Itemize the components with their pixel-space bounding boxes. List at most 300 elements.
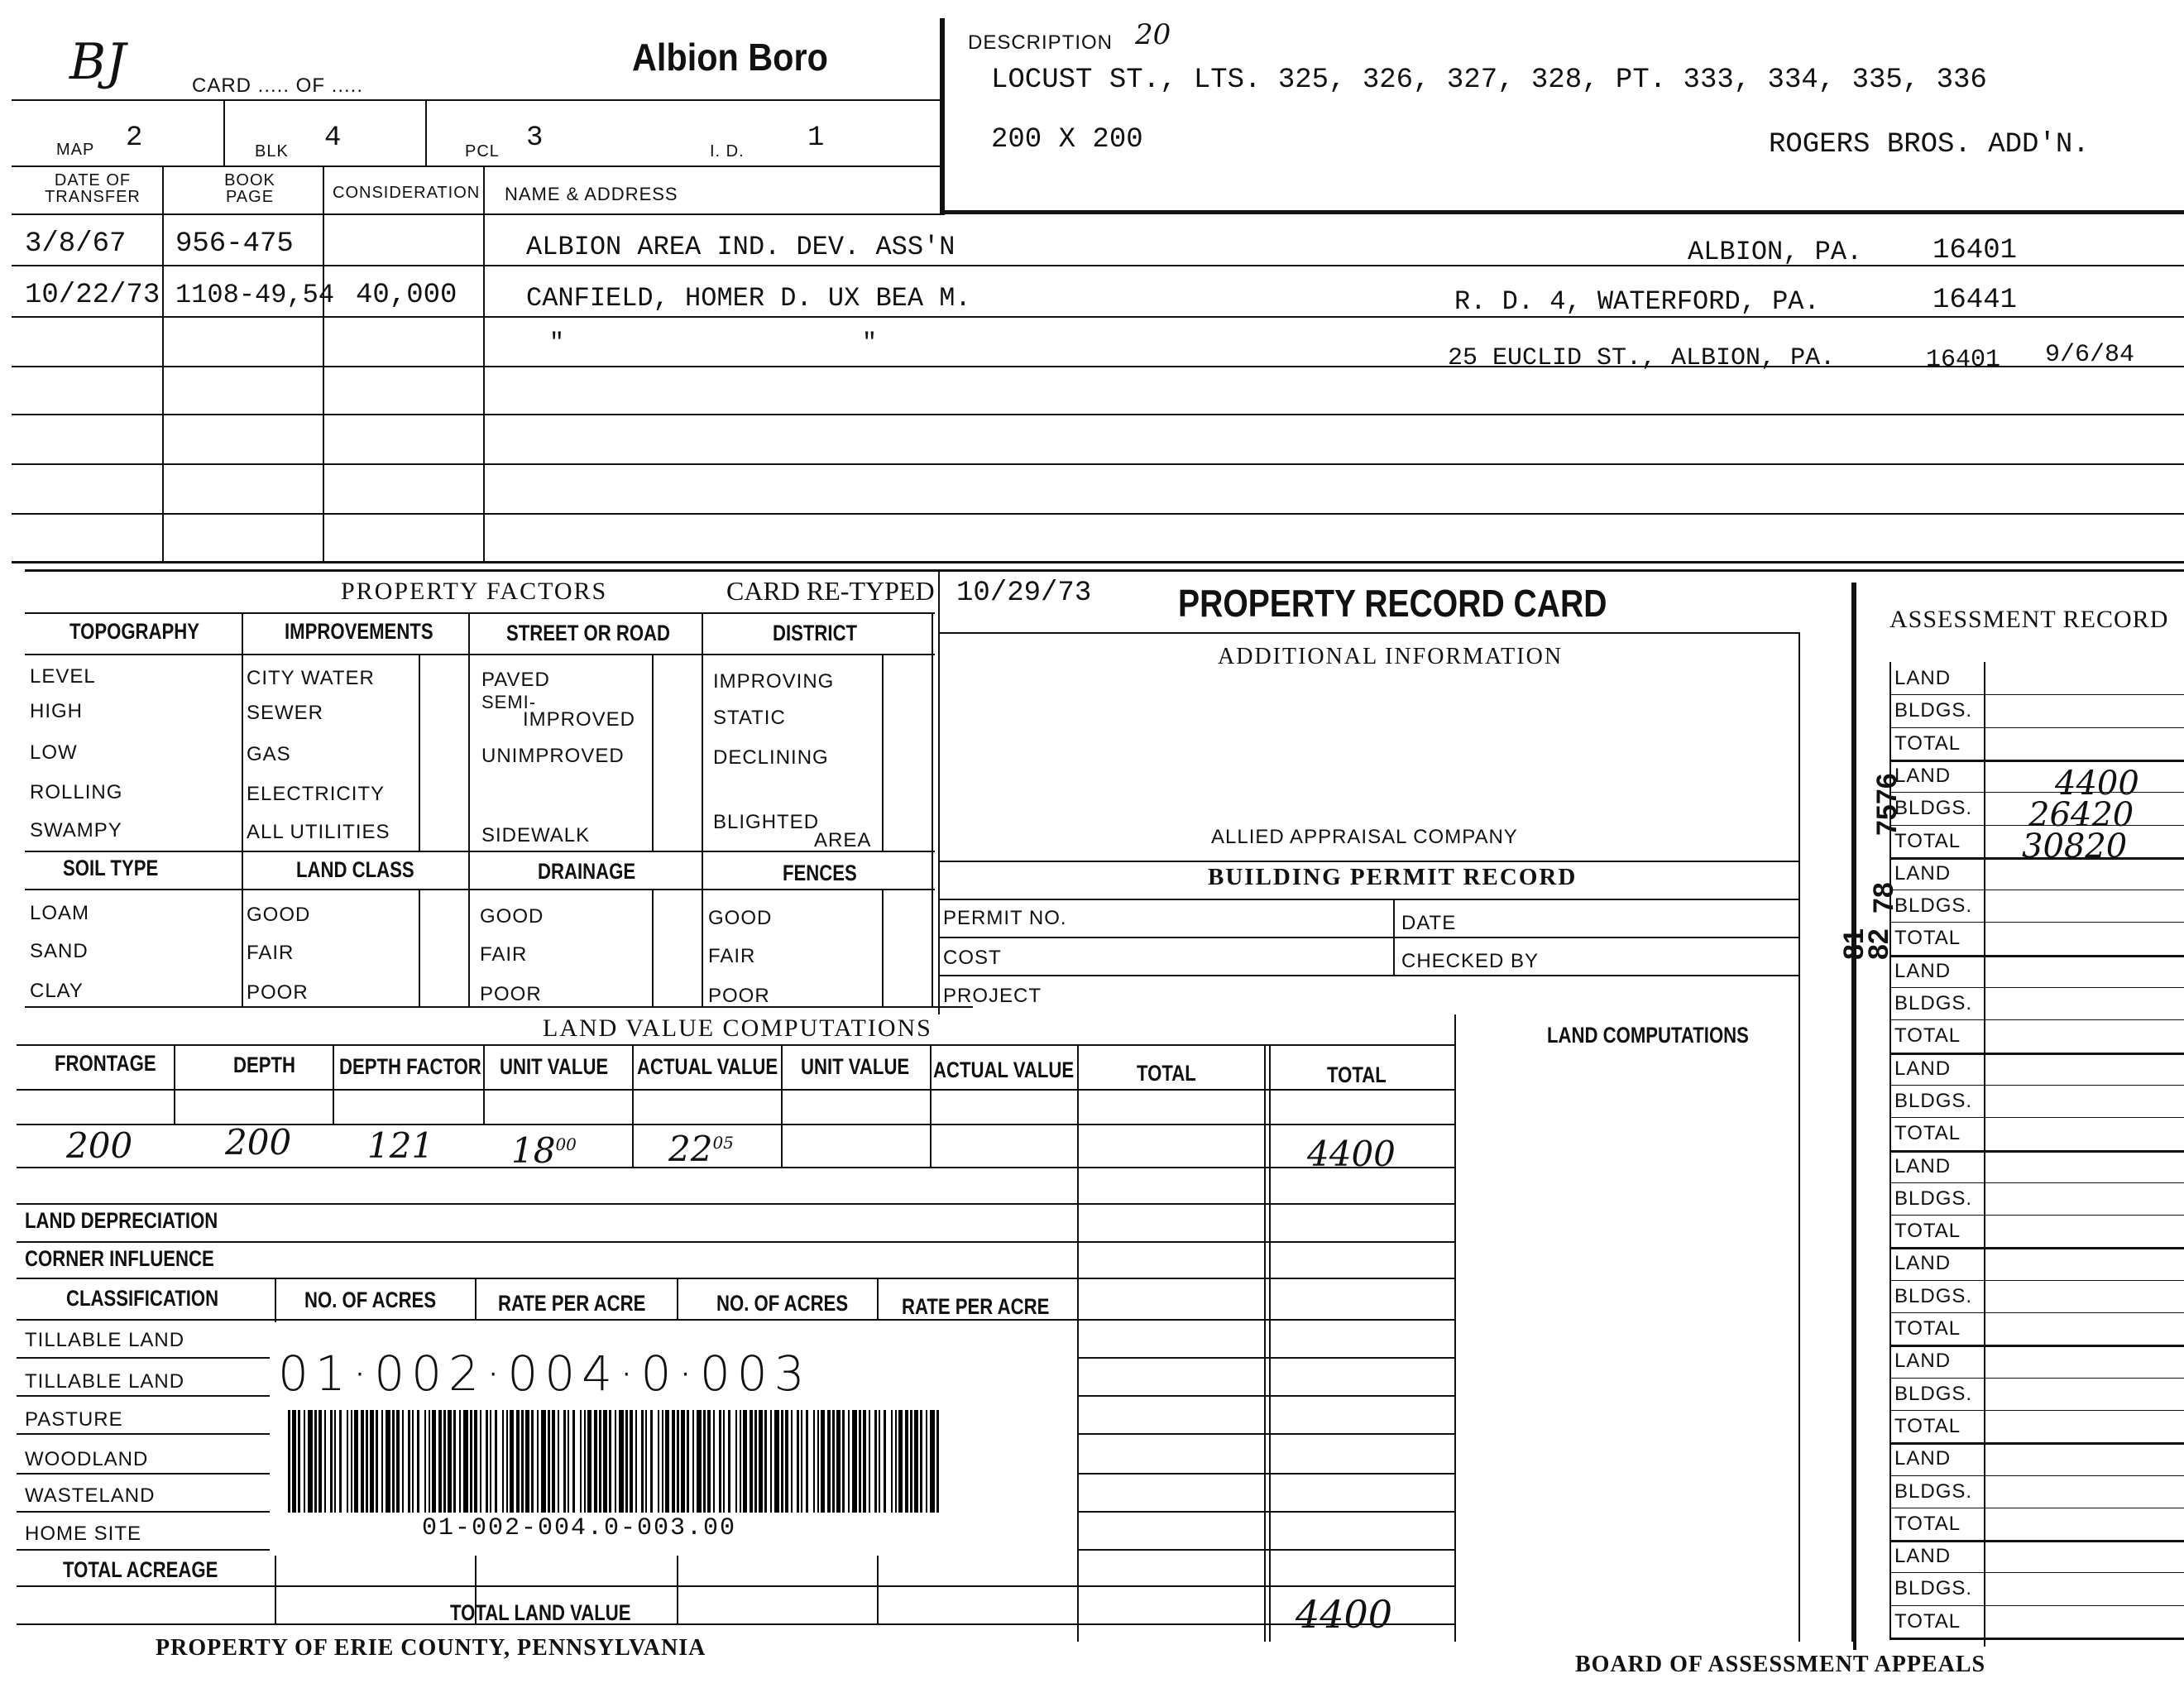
soil-item: CLAY	[30, 980, 84, 1002]
assessment-total-label: TOTAL	[1894, 829, 1961, 852]
assessment-bldgs-label: BLDGS.	[1894, 1089, 1973, 1112]
classification-row: WOODLAND	[25, 1448, 149, 1470]
barcode-bar	[599, 1410, 601, 1513]
col-rate-per-acre: RATE PER ACRE	[902, 1294, 1050, 1319]
land-depreciation-label: LAND DEPRECIATION	[25, 1208, 218, 1233]
barcode-bar	[432, 1410, 436, 1513]
land-class-item: FAIR	[247, 942, 295, 964]
barcode-bar	[863, 1410, 866, 1513]
assessment-bldgs-label: BLDGS.	[1894, 1187, 1973, 1210]
barcode-bar	[662, 1410, 663, 1513]
record-card-title: PROPERTY RECORD CARD	[1178, 582, 1607, 625]
barcode-bar	[347, 1410, 348, 1513]
barcode-bar	[558, 1410, 559, 1513]
assessment-bldgs-label: BLDGS.	[1894, 992, 1973, 1014]
barcode-bar	[412, 1410, 414, 1513]
assessment-land-value: 4400	[2055, 765, 2139, 803]
permit-no-label: PERMIT NO.	[943, 907, 1067, 929]
transfer-consideration: 40,000	[356, 280, 457, 311]
barcode-bar	[836, 1410, 841, 1513]
pcl-label: PCL	[465, 142, 500, 161]
unit-value: $18^{00}$	[511, 1130, 577, 1171]
description-line1: LOCUST ST., LTS. 325, 326, 327, 328, PT. 333, 334, 335, 336	[991, 65, 1987, 96]
vertical-number: 7576	[1871, 773, 1903, 836]
addition-name: ROGERS BROS. ADD'N.	[1769, 129, 2090, 161]
barcode-bar	[641, 1410, 644, 1513]
assessment-rule	[1889, 1605, 2184, 1606]
barcode-bar	[750, 1410, 753, 1513]
assessment-rule	[1889, 1182, 2184, 1183]
barcode-icon	[288, 1410, 941, 1513]
barcode-bar	[314, 1410, 317, 1513]
col-depth: DEPTH	[233, 1053, 296, 1077]
barcode-bar	[832, 1410, 835, 1513]
assessment-rule	[1889, 727, 2184, 728]
col-name-address: NAME & ADDRESS	[505, 184, 678, 204]
corner-influence-label: CORNER INFLUENCE	[25, 1246, 214, 1271]
barcode-bar	[707, 1410, 711, 1513]
additional-info-label: ADDITIONAL INFORMATION	[1218, 644, 1564, 669]
barcode-bar	[898, 1410, 903, 1513]
barcode-bar	[486, 1410, 488, 1513]
assessment-rule	[1889, 955, 2184, 957]
barcode-bar	[677, 1410, 679, 1513]
barcode-bar	[429, 1410, 430, 1513]
checked-by-label: CHECKED BY	[1401, 950, 1540, 972]
assessment-rule	[1889, 694, 2184, 695]
barcode-bar	[402, 1410, 404, 1513]
barcode-bar	[381, 1410, 383, 1513]
district-item: IMPROVING	[713, 670, 835, 693]
id-label: I. D.	[710, 142, 745, 161]
district-item: BLIGHTED	[713, 811, 820, 833]
assessment-land-label: LAND	[1894, 1057, 1952, 1080]
col-actual-value: ACTUAL VALUE	[933, 1057, 1075, 1082]
barcode-bar	[713, 1410, 715, 1513]
barcode-bar	[735, 1410, 737, 1513]
barcode-bar	[665, 1410, 669, 1513]
street-item: UNIMPROVED	[481, 745, 625, 767]
barcode-bar	[308, 1410, 313, 1513]
card-label: CARD ..... OF .....	[192, 74, 364, 97]
barcode-bar	[930, 1410, 935, 1513]
barcode-bar	[351, 1410, 352, 1513]
barcode-bar	[615, 1410, 616, 1513]
assessment-bldgs-label: BLDGS.	[1894, 1284, 1973, 1307]
assessment-bldgs-label: BLDGS.	[1894, 1479, 1973, 1503]
drainage-item: FAIR	[480, 943, 528, 966]
land-class-header: LAND CLASS	[296, 857, 414, 882]
barcode-bar	[697, 1410, 702, 1513]
assessment-total-label: TOTAL	[1894, 1122, 1961, 1145]
barcode-bar	[645, 1410, 647, 1513]
barcode-bar	[531, 1410, 534, 1513]
barcode-bar	[619, 1410, 624, 1513]
barcode-bar	[743, 1410, 747, 1513]
assessment-rule	[1889, 1085, 2184, 1086]
blk-label: BLK	[255, 142, 289, 161]
assessment-total-label: TOTAL	[1894, 1024, 1961, 1048]
barcode-bar	[361, 1410, 364, 1513]
transfer-date: 3/8/67	[25, 228, 127, 260]
barcode-bar	[366, 1410, 368, 1513]
fences-item: GOOD	[708, 907, 773, 929]
classification-row: TILLABLE LAND	[25, 1370, 185, 1393]
fences-header: FENCES	[783, 861, 857, 885]
barcode-bar	[376, 1410, 378, 1513]
footer-property-of: PROPERTY OF ERIE COUNTY, PENNSYLVANIA	[156, 1635, 706, 1661]
transfer-date: 10/22/73	[25, 280, 160, 311]
topography-item: ROLLING	[30, 781, 123, 803]
assessment-total-label: TOTAL	[1894, 1317, 1961, 1340]
col-no-of-acres: NO. OF ACRES	[304, 1288, 437, 1312]
total-land-value-label: TOTAL LAND VALUE	[450, 1600, 631, 1625]
district-header: DISTRICT	[773, 621, 858, 645]
barcode-bar	[827, 1410, 831, 1513]
barcode-bar	[703, 1410, 706, 1513]
barcode-bar	[552, 1410, 555, 1513]
project-label: PROJECT	[943, 985, 1042, 1007]
col-rate-per-acre: RATE PER ACRE	[498, 1291, 646, 1316]
barcode-bar	[658, 1410, 659, 1513]
barcode-bar	[568, 1410, 569, 1513]
assessment-total-value: 30820	[2022, 827, 2128, 866]
barcode-bar	[396, 1410, 400, 1513]
barcode-bar	[304, 1410, 305, 1513]
barcode-bar	[797, 1410, 799, 1513]
barcode-bar	[625, 1410, 628, 1513]
assessment-land-label: LAND	[1894, 861, 1952, 885]
barcode-bar	[459, 1410, 461, 1513]
barcode-bar	[852, 1410, 857, 1513]
assessment-total-label: TOTAL	[1894, 1609, 1961, 1633]
col-actual-value: ACTUAL VALUE	[637, 1054, 778, 1079]
barcode-bar	[905, 1410, 908, 1513]
barcode-bar	[370, 1410, 374, 1513]
barcode-bar	[525, 1410, 529, 1513]
depth-value: 200	[225, 1122, 292, 1163]
col-book-page: BOOK PAGE	[224, 171, 275, 206]
barcode-bar	[874, 1410, 877, 1513]
barcode-bar	[480, 1410, 481, 1513]
topography-item: HIGH	[30, 700, 83, 722]
fences-item: POOR	[708, 985, 770, 1007]
assessment-bldgs-label: BLDGS.	[1894, 797, 1973, 820]
barcode-bar	[386, 1410, 390, 1513]
assessment-rule	[1889, 1150, 2184, 1153]
barcode-bar	[770, 1410, 772, 1513]
assessment-record-title: ASSESSMENT RECORD	[1889, 606, 2169, 633]
barcode-bar	[510, 1410, 514, 1513]
assessment-rule	[1889, 1572, 2184, 1573]
building-permit-title: BUILDING PERMIT RECORD	[1208, 864, 1578, 890]
barcode-bar	[292, 1410, 296, 1513]
depth-factor-value: 121	[367, 1125, 434, 1166]
municipality-stamp: Albion Boro	[632, 36, 828, 79]
assessment-total-label: TOTAL	[1894, 1512, 1961, 1535]
street-item: SEMI-	[481, 692, 537, 712]
col-frontage: FRONTAGE	[55, 1051, 156, 1076]
barcode-bar	[764, 1410, 767, 1513]
transfer-name: ALBION AREA IND. DEV. ASS'N	[526, 232, 956, 262]
land-value-title: LAND VALUE COMPUTATIONS	[543, 1014, 932, 1042]
barcode-bar	[463, 1410, 468, 1513]
topography-item: LEVEL	[30, 665, 96, 688]
land-class-item: POOR	[247, 981, 309, 1004]
barcode-bar	[687, 1410, 689, 1513]
assessment-land-label: LAND	[1894, 1252, 1952, 1275]
barcode-bar	[650, 1410, 653, 1513]
total-acreage-label: TOTAL ACREAGE	[63, 1557, 218, 1582]
barcode-bar	[884, 1410, 886, 1513]
assessment-rule	[1889, 1410, 2184, 1411]
improvements-item: ELECTRICITY	[247, 783, 386, 805]
actual-value-cents: 05	[712, 1133, 734, 1153]
topography-item: LOW	[30, 741, 78, 764]
frontage-value: 200	[66, 1125, 133, 1166]
district-item: AREA	[814, 829, 872, 851]
barcode-bar	[453, 1410, 456, 1513]
assessment-rule	[1889, 1280, 2184, 1281]
street-item: PAVED	[481, 669, 550, 691]
property-factors-title: PROPERTY FACTORS	[341, 578, 608, 605]
barcode-bar	[920, 1410, 922, 1513]
card-retyped-date: 10/29/73	[956, 578, 1092, 609]
barcode-bar	[330, 1410, 333, 1513]
transfer-zip: 16401	[1926, 346, 2001, 374]
barcode-bar	[443, 1410, 446, 1513]
improvements-item: CITY WATER	[247, 667, 375, 689]
barcode-bar	[879, 1410, 880, 1513]
district-item: STATIC	[713, 707, 786, 729]
classification-row: HOME SITE	[25, 1523, 142, 1545]
barcode-bar	[914, 1410, 918, 1513]
transfer-book: 1108-49,54	[175, 280, 335, 310]
assessment-rule	[1889, 1053, 2184, 1055]
land-class-item: GOOD	[247, 904, 311, 926]
classification-row: WASTELAND	[25, 1484, 156, 1507]
barcode-bar	[339, 1410, 342, 1513]
description-mark: 20	[1135, 18, 1171, 51]
barcode-bar	[785, 1410, 788, 1513]
actual-value: $22^{05}$	[668, 1129, 734, 1169]
barcode-bar	[537, 1410, 539, 1513]
barcode-bar	[587, 1410, 592, 1513]
transfer-extra-date: 9/6/84	[2045, 341, 2135, 369]
barcode-bar	[723, 1410, 725, 1513]
barcode-bar	[848, 1410, 850, 1513]
district-item: DECLINING	[713, 746, 829, 769]
drainage-item: POOR	[480, 983, 542, 1005]
barcode-bar	[580, 1410, 582, 1513]
barcode-bar	[895, 1410, 897, 1513]
col-no-of-acres: NO. OF ACRES	[716, 1291, 849, 1316]
assessment-bldgs-label: BLDGS.	[1894, 894, 1973, 918]
barcode-bar	[438, 1410, 442, 1513]
col-consideration: CONSIDERATION	[333, 184, 481, 202]
barcode-bar	[334, 1410, 336, 1513]
barcode-bar	[869, 1410, 870, 1513]
assessment-rule	[1889, 760, 2184, 762]
col-total: TOTAL	[1327, 1062, 1387, 1087]
barcode-handwritten-number: 01·002·004·0·003	[278, 1345, 812, 1402]
barcode-bar	[354, 1410, 358, 1513]
improvements-item: SEWER	[247, 702, 324, 724]
transfer-address: ALBION, PA.	[1688, 237, 1863, 267]
street-item: IMPROVED	[523, 708, 636, 731]
barcode-bar	[603, 1410, 607, 1513]
barcode-bar	[672, 1410, 675, 1513]
drainage-header: DRAINAGE	[538, 859, 636, 884]
topography-header: TOPOGRAPHY	[69, 619, 200, 644]
topography-item: SWAMPY	[30, 819, 122, 842]
assessment-land-label: LAND	[1894, 764, 1952, 787]
improvements-item: ALL UTILITIES	[247, 821, 390, 843]
drainage-item: GOOD	[480, 905, 544, 928]
footer-board-appeals: BOARD OF ASSESSMENT APPEALS	[1575, 1652, 1986, 1677]
unit-value-cents: 00	[555, 1134, 577, 1154]
col-total: TOTAL	[1137, 1061, 1196, 1086]
barcode-bar	[926, 1410, 927, 1513]
map-value: 2	[126, 122, 143, 154]
assessment-rule	[1889, 1247, 2184, 1249]
barcode-bar	[490, 1410, 491, 1513]
barcode-bar	[681, 1410, 685, 1513]
assessment-rule	[1889, 1638, 2184, 1640]
assessment-rule	[1889, 1215, 2184, 1216]
barcode-bar	[740, 1410, 741, 1513]
barcode-bar	[584, 1410, 586, 1513]
barcode-bar	[288, 1410, 290, 1513]
card-code: BJ	[69, 33, 127, 91]
barcode-bar	[324, 1410, 326, 1513]
soil-type-header: SOIL TYPE	[63, 856, 159, 880]
total-land-value-amount: 4400	[1296, 1592, 1393, 1637]
barcode-bar	[448, 1410, 452, 1513]
fences-item: FAIR	[708, 945, 756, 967]
barcode-bar	[424, 1410, 426, 1513]
transfer-address: R. D. 4, WATERFORD, PA.	[1454, 286, 1820, 317]
barcode-bar	[495, 1410, 497, 1513]
pcl-value: 3	[526, 122, 544, 154]
assessment-rule	[1889, 922, 2184, 923]
assessment-total-label: TOTAL	[1894, 1414, 1961, 1437]
assessment-rule	[1889, 792, 2184, 793]
permit-date-label: DATE	[1401, 912, 1457, 934]
assessment-rule	[1889, 1117, 2184, 1118]
barcode-bar	[719, 1410, 721, 1513]
assessment-bldgs-label: BLDGS.	[1894, 1382, 1973, 1405]
barcode-bar	[548, 1410, 550, 1513]
assessment-total-label: TOTAL	[1894, 731, 1961, 755]
barcode-bar	[781, 1410, 783, 1513]
barcode-bar	[817, 1410, 819, 1513]
classification-header: CLASSIFICATION	[66, 1286, 219, 1311]
assessment-rule	[1889, 1475, 2184, 1476]
barcode-bar	[594, 1410, 597, 1513]
dimensions: 200 X 200	[991, 124, 1143, 156]
barcode-bar	[859, 1410, 861, 1513]
barcode-bar	[842, 1410, 845, 1513]
transfer-name: CANFIELD, HOMER D. UX BEA M.	[526, 283, 971, 314]
barcode-bar	[791, 1410, 793, 1513]
barcode-bar	[813, 1410, 815, 1513]
barcode-bar	[936, 1410, 939, 1513]
barcode-bar	[821, 1410, 825, 1513]
barcode-bar	[774, 1410, 779, 1513]
card-retyped-label: CARD RE-TYPED	[726, 576, 935, 606]
barcode-bar	[754, 1410, 757, 1513]
transfer-zip: 16441	[1933, 285, 2018, 316]
blk-value: 4	[324, 122, 342, 154]
barcode-bar	[516, 1410, 520, 1513]
barcode-bar	[728, 1410, 730, 1513]
barcode-bar	[572, 1410, 575, 1513]
improvements-header: IMPROVEMENTS	[285, 619, 433, 644]
barcode-bar	[470, 1410, 472, 1513]
appraiser-name: ALLIED APPRAISAL COMPANY	[1211, 826, 1518, 848]
improvements-item: GAS	[247, 743, 291, 765]
barcode-bar	[635, 1410, 637, 1513]
assessment-land-label: LAND	[1894, 1350, 1952, 1373]
assessment-land-label: LAND	[1894, 1154, 1952, 1177]
col-unit-value: UNIT VALUE	[801, 1054, 910, 1079]
barcode-bar	[759, 1410, 763, 1513]
barcode-bar	[408, 1410, 410, 1513]
assessment-rule	[1889, 1312, 2184, 1313]
barcode-bar	[417, 1410, 419, 1513]
id-value: 1	[807, 122, 825, 154]
barcode-bar	[891, 1410, 893, 1513]
assessment-land-label: LAND	[1894, 1447, 1952, 1470]
transfer-address: 25 EUCLID ST., ALBION, PA.	[1448, 344, 1836, 372]
barcode-bar	[692, 1410, 694, 1513]
barcode-bar	[541, 1410, 546, 1513]
assessment-rule	[1889, 1540, 2184, 1542]
assessment-bldgs-label: BLDGS.	[1894, 699, 1973, 722]
barcode-bar	[806, 1410, 808, 1513]
assessment-rule	[1889, 1378, 2184, 1379]
vertical-number: 82	[1863, 928, 1894, 960]
vertical-number: 78	[1868, 882, 1899, 914]
land-total: 4400	[1307, 1134, 1396, 1174]
assessment-total-label: TOTAL	[1894, 1220, 1961, 1243]
assessment-rule	[1889, 987, 2184, 988]
transfer-book: 956-475	[175, 228, 294, 260]
land-computations-title: LAND COMPUTATIONS	[1547, 1023, 1749, 1048]
assessment-rule	[1889, 1442, 2184, 1445]
col-unit-value: UNIT VALUE	[500, 1054, 609, 1079]
barcode-bar	[910, 1410, 912, 1513]
barcode-bar	[318, 1410, 322, 1513]
street-item: SIDEWALK	[481, 824, 591, 846]
vertical-number: 81	[1838, 928, 1870, 960]
barcode-bar	[392, 1410, 395, 1513]
transfer-name: " "	[549, 329, 878, 357]
classification-row: TILLABLE LAND	[25, 1329, 185, 1351]
street-header: STREET OR ROAD	[506, 621, 671, 645]
transfer-zip: 16401	[1933, 235, 2018, 266]
barcode-bar	[609, 1410, 611, 1513]
assessment-bldgs-label: BLDGS.	[1894, 1577, 1973, 1600]
barcode-bar	[298, 1410, 300, 1513]
assessment-land-label: LAND	[1894, 959, 1952, 982]
description-label: DESCRIPTION	[968, 31, 1114, 54]
barcode-bar	[630, 1410, 633, 1513]
soil-item: SAND	[30, 940, 89, 962]
assessment-bldgs-value: 26420	[2028, 796, 2134, 834]
assessment-land-label: LAND	[1894, 1545, 1952, 1568]
